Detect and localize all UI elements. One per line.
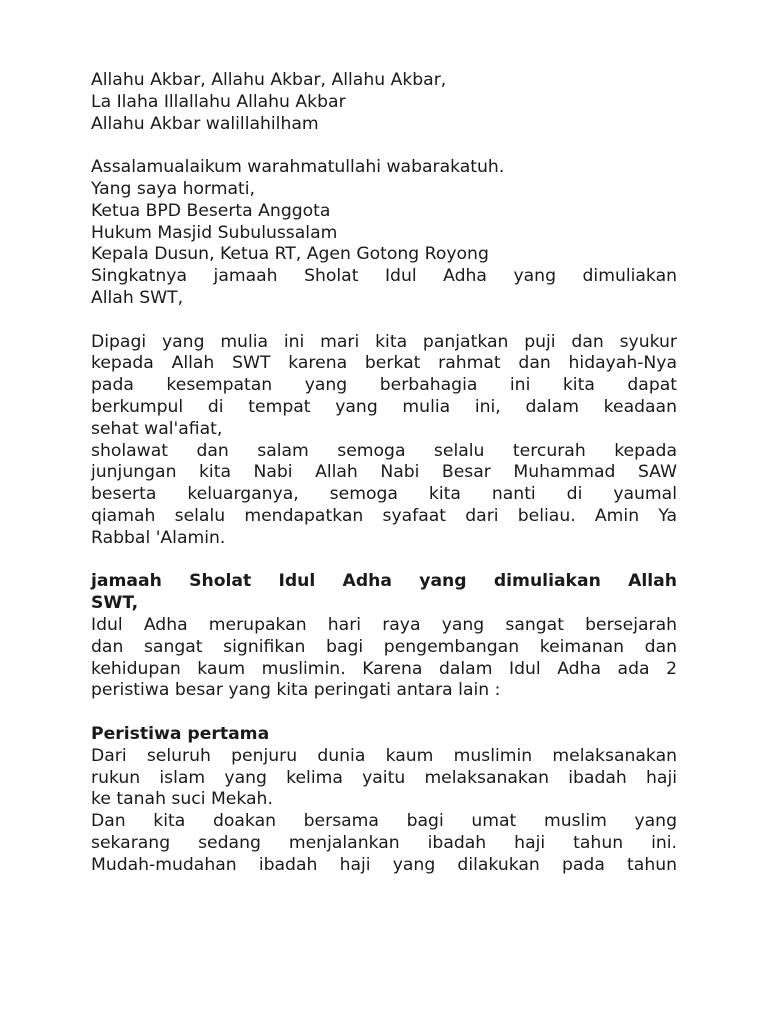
event-paragraph (91, 746, 677, 877)
text-line: qiamah selalu mendapatkan syafaat dari beliau. Amin Ya (91, 505, 677, 526)
text-line: sholawat dan salam semoga selalu tercurah kepada (91, 440, 677, 461)
text-line: Allahu Akbar, Allahu Akbar, Allahu Akbar, (91, 70, 447, 90)
text-line: SWT, (91, 593, 139, 614)
paragraph-gap (91, 702, 677, 724)
greeting-paragraph (91, 157, 677, 310)
text-line: Singkatnya jamaah Sholat Idul Adha yang dimuliakan (91, 266, 677, 287)
text-line: pada kesempatan yang berbahagia ini kita dapat (91, 375, 677, 396)
text-line: Rabbal 'Alamin. (91, 527, 226, 548)
text-line: kepada Allah SWT karena berkat rahmat dan hidayah-Nya (91, 353, 677, 374)
text-line: Dari seluruh penjuru dunia kaum muslimin melaksanakan (91, 745, 677, 766)
document-page (91, 70, 677, 876)
intro-paragraph (91, 615, 677, 702)
section-heading: Peristiwa pertama (91, 723, 270, 744)
text-line: Idul Adha merupakan hari raya yang sangat bersejarah (91, 614, 677, 635)
text-line: Kepala Dusun, Ketua RT, Agen Gotong Royong (91, 244, 489, 265)
text-line: sekarang sedang menjalankan ibadah haji tahun ini. (91, 832, 677, 853)
text-line: Allahu Akbar walillahilham (91, 113, 319, 134)
text-line: jamaah Sholat Idul Adha yang dimuliakan Allah (91, 571, 677, 592)
text-line: Dan kita doakan bersama bagi umat muslim yang (91, 811, 677, 832)
text-line: La Ilaha Illallahu Allahu Akbar (91, 91, 346, 112)
paragraph-gap (91, 135, 677, 157)
text-line: Yang saya hormati, (91, 178, 256, 199)
paragraph-gap (91, 550, 677, 572)
text-line: ke tanah suci Mekah. (91, 789, 273, 810)
text-line: Assalamualaikum warahmatullahi wabarakatuh. (91, 157, 505, 178)
text-line: Allah SWT, (91, 287, 184, 308)
text-line: kehidupan kaum muslimin. Karena dalam Idul Adha ada 2 (91, 658, 677, 679)
text-line: junjungan kita Nabi Allah Nabi Besar Muhammad SAW (91, 462, 677, 483)
text-line: beserta keluarganya, semoga kita nanti di yaumal (91, 484, 677, 505)
text-line: peristiwa besar yang kita peringati antara lain : (91, 680, 501, 701)
text-line: Hukum Masjid Subulussalam (91, 222, 338, 243)
text-line: sehat wal'afiat, (91, 418, 223, 439)
text-line: berkumpul di tempat yang mulia ini, dalam keadaan (91, 396, 677, 417)
text-line: rukun islam yang kelima yaitu melaksanakan ibadah haji (91, 767, 677, 788)
opening-takbir (91, 70, 677, 135)
text-line: Ketua BPD Beserta Anggota (91, 200, 331, 221)
text-line: Mudah-mudahan ibadah haji yang dilakukan pada tahun (91, 854, 677, 875)
text-line: Dipagi yang mulia ini mari kita panjatkan puji dan syukur (91, 331, 677, 352)
praise-paragraph (91, 332, 677, 550)
text-line: dan sangat signifikan bagi pengembangan keimanan dan (91, 636, 677, 657)
address-heading (91, 571, 677, 615)
paragraph-gap (91, 310, 677, 332)
